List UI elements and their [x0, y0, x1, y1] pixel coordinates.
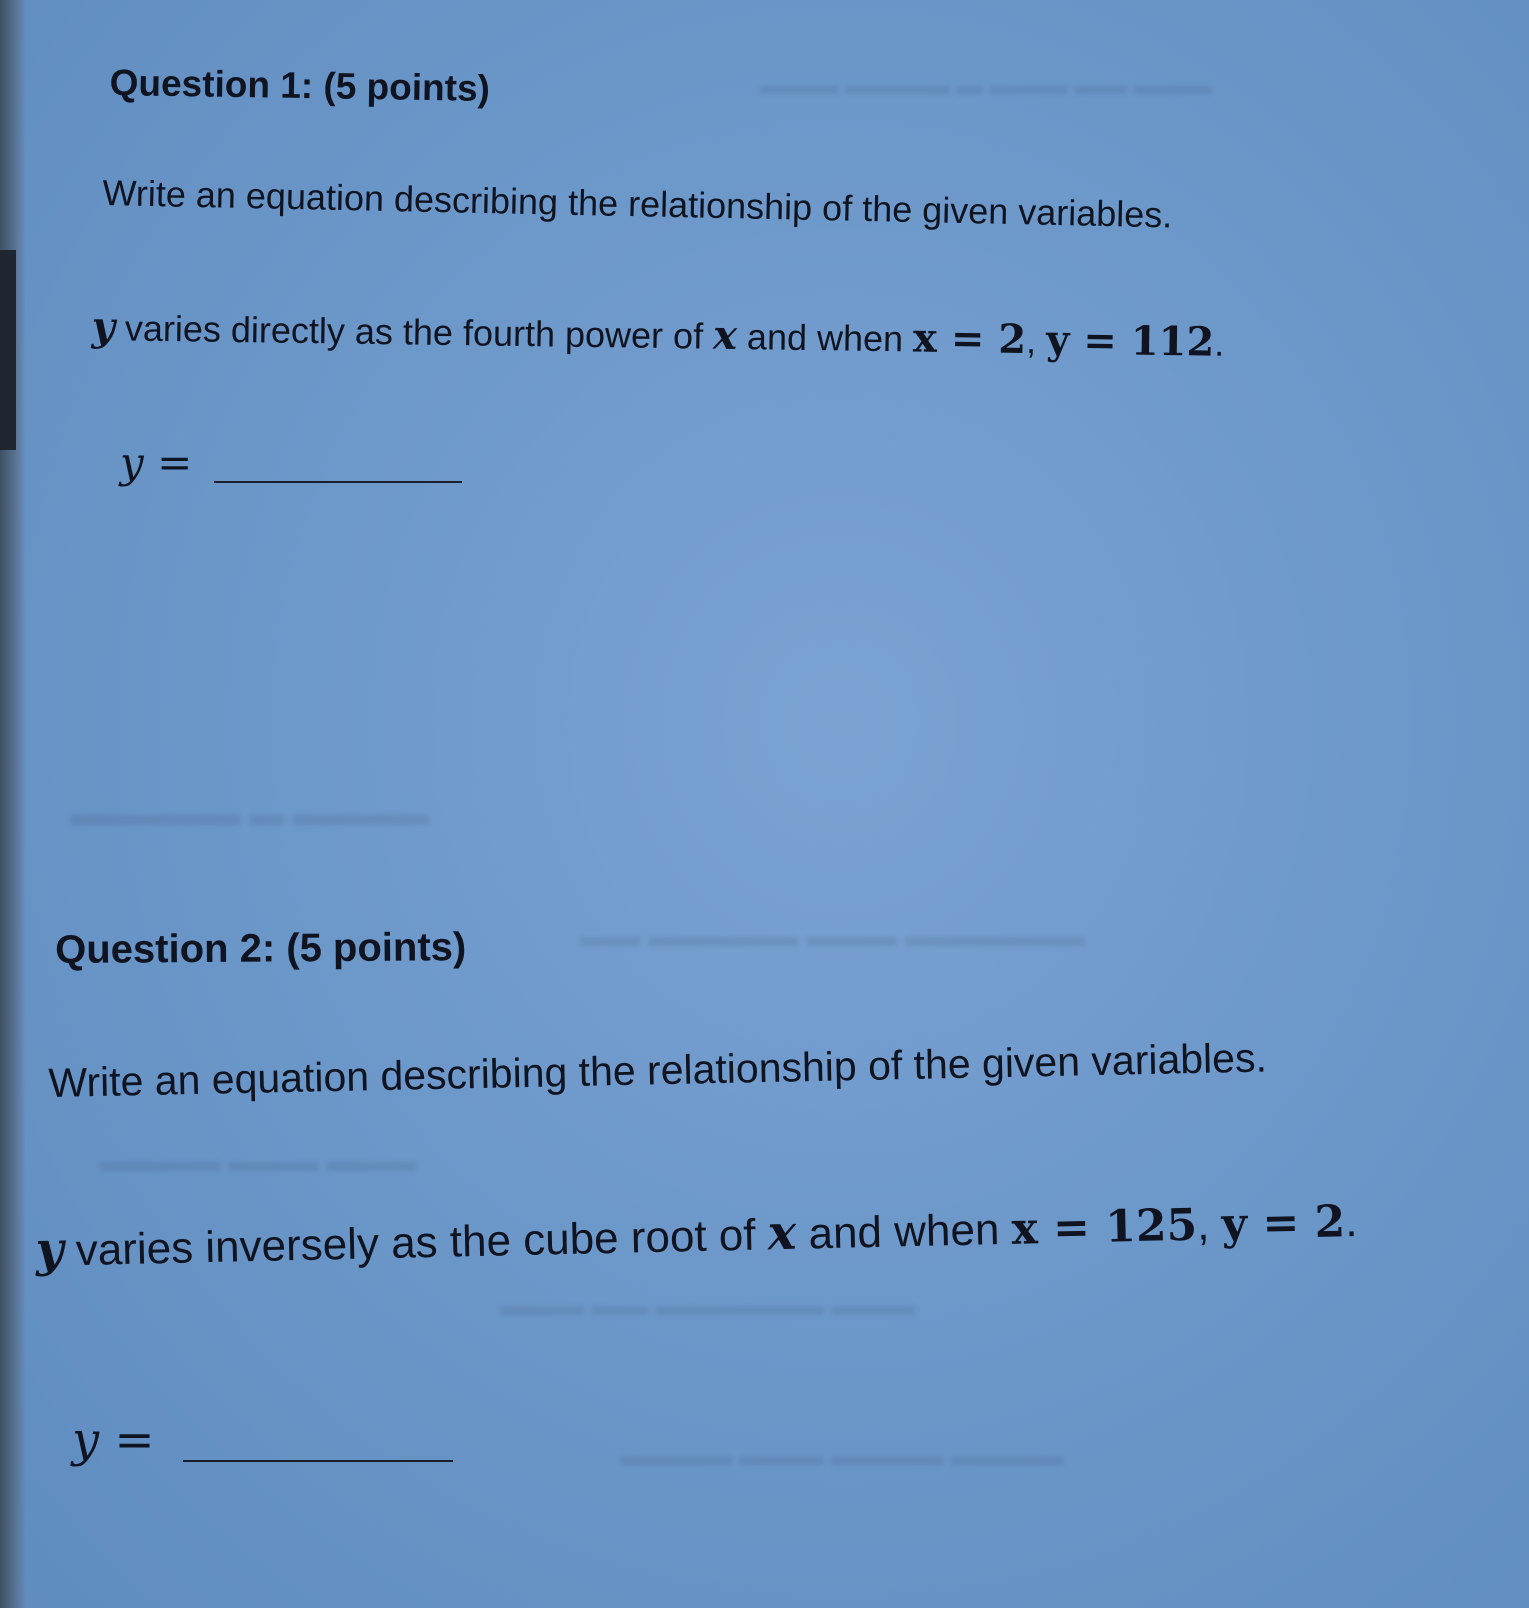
statement-text: varies directly as the fourth power of [114, 307, 714, 357]
question-1-answer [120, 438, 462, 487]
question-2-statement [35, 1192, 1358, 1278]
statement-text: and when [736, 316, 914, 360]
variable-y: y [91, 303, 116, 351]
page-edge-shadow [0, 0, 26, 1608]
question-2-answer [72, 1412, 453, 1468]
period: . [1344, 1197, 1358, 1247]
show-through-blur: ▬▬ ▬▬▬▬▬ ▬▬▬ ▬▬▬▬▬▬ [580, 920, 1086, 953]
question-1-statement [91, 303, 1224, 366]
condition-x: x = 2 [912, 314, 1027, 364]
show-through-blur: ▬▬▬ ▬▬ ▬▬▬▬▬▬ ▬▬▬ [500, 1290, 916, 1321]
condition-y: y = 2 [1220, 1196, 1346, 1251]
answer-blank[interactable] [214, 481, 462, 483]
question-1-instruction: Write an equation describing the relationship of the given variables. [102, 172, 1173, 236]
answer-blank[interactable] [183, 1460, 453, 1462]
question-1-title: Question 1: (5 points) [109, 62, 491, 109]
question-2-instruction: Write an equation describing the relationship of the given variables. [48, 1034, 1268, 1106]
show-through-blur: ▬▬▬▬ ▬▬▬ ▬▬▬▬ ▬▬▬▬ [620, 1440, 1064, 1471]
show-through-blur: ▬▬▬▬▬ ▬ ▬▬▬▬ [70, 795, 429, 833]
variable-x: x [767, 1204, 797, 1262]
show-through-blur: ▬▬▬ ▬▬▬▬ ▬ ▬▬▬ ▬▬ ▬▬▬ [760, 70, 1213, 100]
answer-label: y = [120, 438, 193, 487]
variable-x: x [712, 311, 738, 360]
page-edge-dark [0, 250, 16, 450]
separator: , [1025, 320, 1047, 362]
show-through-blur: ▬▬▬▬ ▬▬▬ ▬▬▬ [100, 1145, 417, 1178]
statement-text: varies inversely as the cube root of [62, 1210, 769, 1276]
answer-label: y = [72, 1412, 155, 1468]
variable-y: y [35, 1221, 65, 1278]
condition-x: x = 125 [1010, 1199, 1198, 1255]
question-2-title: Question 2: (5 points) [55, 925, 467, 972]
statement-text: and when [795, 1204, 1013, 1259]
separator: , [1196, 1200, 1223, 1250]
condition-y: y = 112 [1045, 316, 1215, 366]
period: . [1213, 322, 1225, 364]
